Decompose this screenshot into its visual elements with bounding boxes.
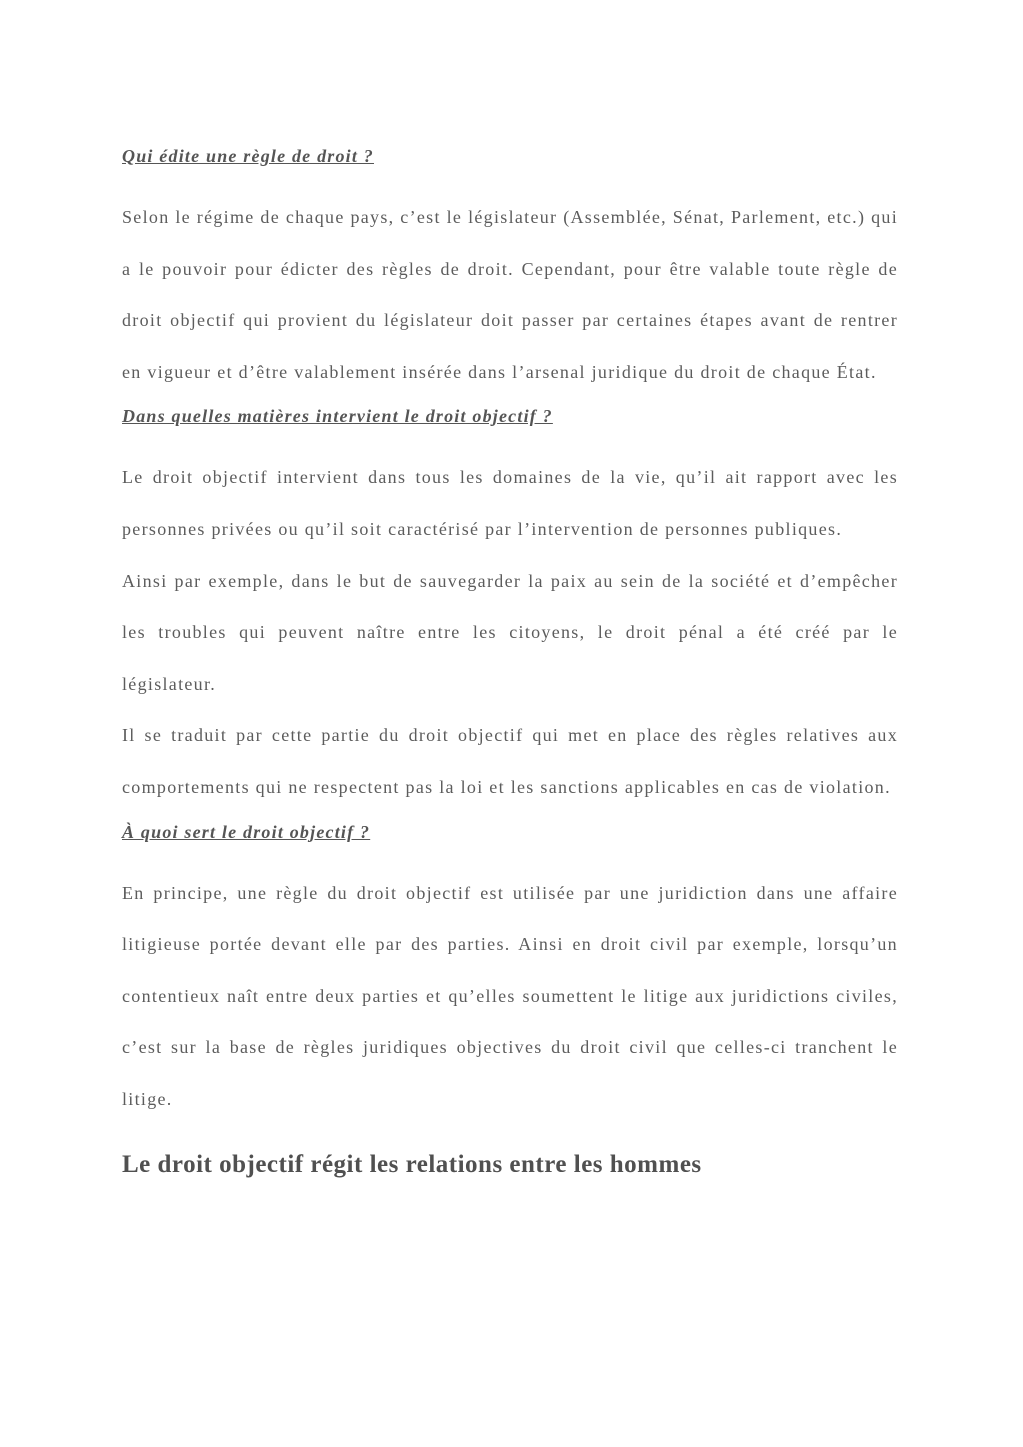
paragraph-penal-law: Ainsi par exemple, dans le but de sauvegarder la paix au sein de la société et d’empêcher les troubles qui peuvent naître entre les citoyens, le droit pénal a été créé par le législateur. (122, 570, 898, 694)
section-title: Le droit objectif régit les relations entre les hommes (122, 1150, 702, 1178)
paragraph-penal-definition: Il se traduit par cette partie du droit objectif qui met en place des règles relatives aux comportements qui ne respectent pas la loi et les sanctions applicables en cas de violation. (122, 725, 898, 797)
paragraph-domains: Le droit objectif intervient dans tous les domaines de la vie, qu’il ait rapport avec les personnes privées ou qu’il soit caractérisé par l’intervention de personnes publiques. (122, 467, 898, 539)
question-heading-matters: Dans quelles matières intervient le droit objectif ? (122, 406, 553, 427)
paragraph-legislator: Selon le régime de chaque pays, c’est le législateur (Assemblée, Sénat, Parlement, etc.) qui a le pouvoir pour édicter des règles de droit. Cependant, pour être valable toute règle de droit objectif qui provient du législateur doit passer par certaines étapes avant de rentrer en vigueur et d’être valablement insérée dans l’arsenal juridique du droit de chaque État. (122, 207, 898, 382)
question-heading-who-issues: Qui édite une règle de droit ? (122, 146, 374, 166)
document-page (122, 140, 898, 1182)
question-heading-purpose: À quoi sert le droit objectif ? (122, 821, 371, 842)
paragraph-jurisdiction: En principe, une règle du droit objectif est utilisée par une juridiction dans une affaire litigieuse portée devant elle par des parties. Ainsi en droit civil par exemple, lorsqu’un contentieux naît entre deux parties et qu’elles soumettent le litige aux juridictions civiles, c’est sur la base de règles juridiques objectives du droit civil que celles-ci tranchent le litige. (122, 882, 898, 1109)
